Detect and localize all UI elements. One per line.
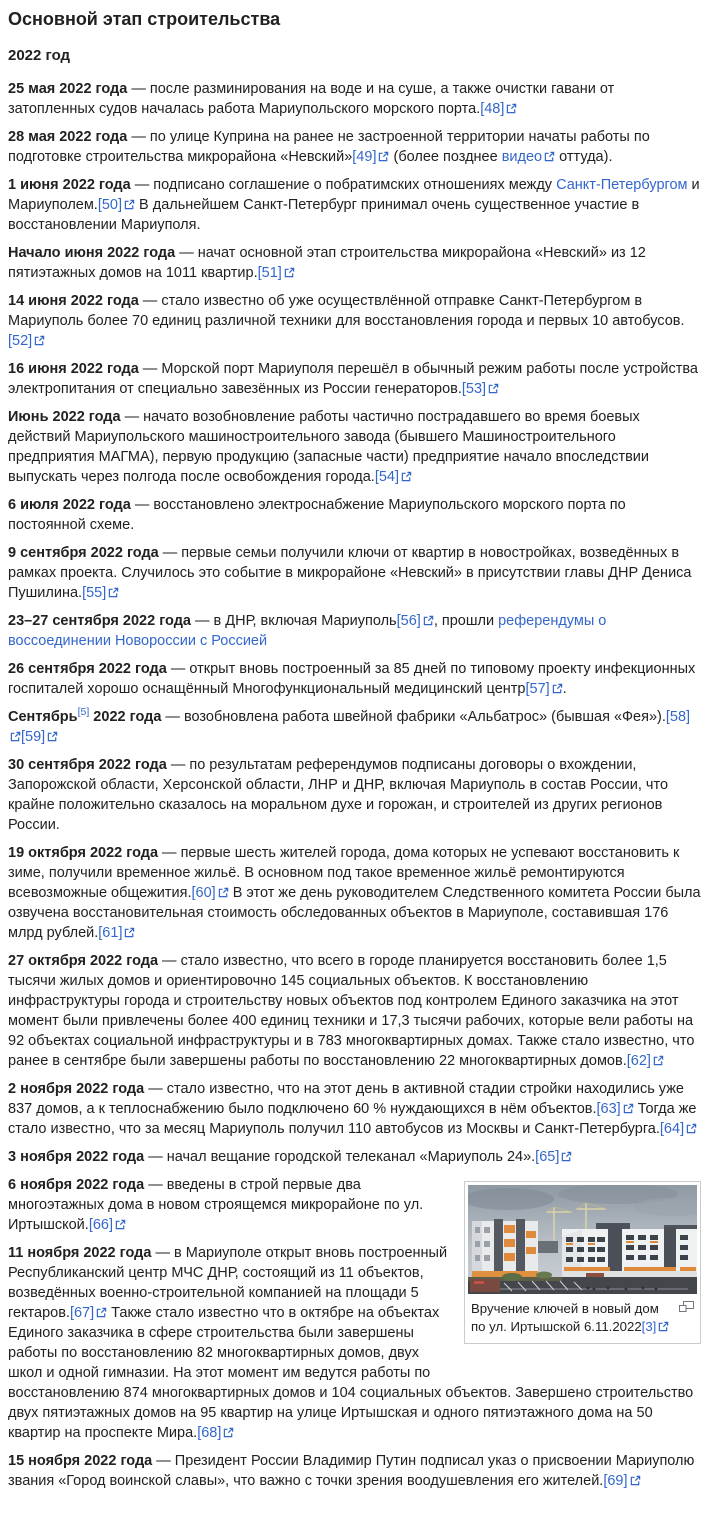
enlarge-icon[interactable]	[679, 1301, 694, 1312]
thumbnail-caption-text	[471, 1301, 669, 1334]
reference-link[interactable]: [58]	[665, 709, 691, 725]
reference-link[interactable]: [67]	[69, 1305, 95, 1321]
date-label: 19 октября 2022 года	[8, 845, 159, 861]
text-run: — по улице Куприна на ранее не застроенной территории начаты работы по подготовке строительства микрорайона «Невский»	[8, 129, 650, 165]
photo-new-buildings[interactable]	[468, 1185, 697, 1294]
reference-link[interactable]: [65]	[535, 1149, 560, 1165]
reference-link[interactable]: [50]	[97, 197, 123, 213]
subsection-heading: 2022 год	[8, 47, 71, 64]
text-run: — стало известно об уже осуществлённой отправке Санкт-Петербургом в Мариуполь более 70 единиц различной техники для восстановления города и первых 10 автобусов.	[8, 293, 685, 329]
timeline-entry	[8, 291, 701, 351]
timeline-entry	[8, 175, 701, 235]
text-run: — возобновлена работа швейной фабрики «Альбатрос» (бывшая «Фея»).	[161, 709, 666, 725]
date-label: 9 сентября 2022 года	[8, 545, 159, 561]
date-label: 23–27 сентября 2022 года	[8, 613, 191, 629]
wiki-link[interactable]: Санкт-Петербургом	[556, 177, 688, 193]
external-link-icon[interactable]	[658, 1319, 669, 1334]
external-link-icon[interactable]	[96, 1305, 107, 1321]
wiki-link[interactable]: видео	[501, 149, 543, 165]
timeline-entry	[8, 951, 701, 1071]
external-link-icon[interactable]	[552, 681, 563, 697]
text-run: В дальнейшем Санкт-Петербург принимал очень существенное участие в восстановлении Мариуполя.	[8, 197, 640, 233]
reference-link[interactable]: [63]	[596, 1101, 621, 1117]
text-run: — первые семьи получили ключи от квартир в новостройках, возведённых в рамках проекта. Случилось это событие в микрорайоне «Невский» в присутствии главы ДНР Дениса Пушилина.	[8, 545, 692, 601]
external-link-icon[interactable]	[623, 1101, 634, 1117]
text-run: Тогда же стало известно, что за месяц Мариуполь получил 110 автобусов из Москвы и Санкт-Петербурга.	[8, 1101, 697, 1137]
timeline-entry	[8, 495, 701, 535]
text-run: Также стало известно что в октябре на объектах Единого заказчика в сфере строительства были завершены работы по восстановлению 82 многоквартирных домов, двух школ и одной гимназии. На этот момент им ведутся работы по восстановлению 874 многоквартирных домов и 104 социальных объектов. Завершено строительство двух пятиэтажных домов на 95 квартир на улице Иртышская и одного пятиэтажного дома на 50 квартир на проспекте Мира.	[8, 1305, 694, 1441]
timeline-entry	[8, 243, 701, 283]
external-link-icon[interactable]	[378, 149, 389, 165]
text-run: — открыт вновь построенный за 85 дней по типовому проекту инфекционных госпиталей хорошо оснащённый Многофункциональный медицинский центр	[8, 661, 696, 697]
text-run: — первые шесть жителей города, дома которых не успевают восстановить к зиме, получили временное жильё. В основном под такое временное жильё ремонтируются всевозможные общежития.	[8, 845, 680, 901]
timeline-entry	[8, 127, 701, 167]
timeline-list-before-thumb	[8, 79, 701, 1167]
external-link-icon[interactable]	[115, 1217, 126, 1233]
external-link-icon[interactable]	[284, 265, 295, 281]
reference-link[interactable]: [61]	[98, 925, 123, 941]
timeline-entry	[8, 755, 701, 835]
text-run: — стало известно, что всего в городе планируется восстановить более 1,5 тысячи жилых домов и ориентировочно 145 социальных объектов. К восстановлению инфраструктуры города и строительству новых объектов под контролем Единого заказчика на этот момент были привлечены более 400 единиц техники и 17,3 тысячи рабочих, которые вели работы на 92 объектах социальной инфраструктуры и в 783 многоквартирных домах. Также стало известно, что ранее в сентябре были завершены работы по восстановлению 22 многоквартирных домов.	[8, 953, 695, 1069]
date-label: 25 мая 2022 года	[8, 81, 128, 97]
external-link-icon[interactable]	[223, 1425, 234, 1441]
external-link-icon[interactable]	[108, 585, 119, 601]
text-run: Вручение ключей в новый дом по ул. Иртышской 6.11.2022	[471, 1301, 659, 1334]
timeline-entry	[8, 1079, 701, 1139]
text-run: , прошли	[433, 613, 499, 629]
external-link-icon[interactable]	[124, 925, 135, 941]
external-link-icon[interactable]	[653, 1053, 664, 1069]
external-link-icon[interactable]	[218, 885, 229, 901]
text-run: — Морской порт Мариуполя перешёл в обычный режим работы после устройства электропитания от специально завезённых из России генераторов.	[8, 361, 698, 397]
text-run: — в Мариуполе открыт вновь построенный Республиканский центр МЧС ДНР, состоящий из 11 объектов, возведённых военно-строительной компанией на площади 5 гектаров.	[8, 1245, 448, 1321]
reference-link[interactable]: [55]	[82, 585, 107, 601]
reference-link[interactable]: [49]	[352, 149, 377, 165]
timeline-entry	[8, 611, 701, 651]
reference-link[interactable]: [68]	[197, 1425, 222, 1441]
date-label: 6 ноября 2022 года	[8, 1177, 145, 1193]
text-run: — в ДНР, включая Мариуполь	[190, 613, 397, 629]
reference-link[interactable]: [57]	[525, 681, 550, 697]
wiki-link[interactable]: референдумы о воссоединении Новороссии с Россией	[8, 613, 607, 649]
text-run: — стало известно, что на этот день в активной стадии стройки находились уже 837 домов, а к теплоснабжению было подключено 60 % нуждающихся в нём объектов.	[8, 1081, 684, 1117]
timeline-entry	[8, 407, 701, 487]
timeline-entry	[8, 359, 701, 399]
thumbnail-figure	[464, 1181, 701, 1344]
reference-link[interactable]: [48]	[480, 101, 505, 117]
reference-link[interactable]: [62]	[626, 1053, 651, 1069]
external-link-icon[interactable]	[124, 197, 135, 213]
text-run: — введены в строй первые два многоэтажных дома в новом строящемся микрорайоне по ул. Иртышской.	[8, 1177, 424, 1233]
reference-link[interactable]: [64]	[659, 1121, 685, 1137]
text-run: .	[562, 681, 567, 697]
text-run: — подписано соглашение о побратимских отношениях между	[130, 177, 557, 193]
footnote-sup	[78, 706, 90, 718]
reference-link[interactable]: [51]	[257, 265, 282, 281]
date-label: 30 сентября 2022 года	[8, 757, 167, 773]
section-heading: Основной этап строительства	[8, 9, 281, 29]
date-label: 16 июня 2022 года	[8, 361, 139, 377]
reference-link[interactable]: [59]	[21, 729, 46, 745]
date-label: 6 июля 2022 года	[8, 497, 131, 513]
external-link-icon[interactable]	[544, 149, 555, 165]
text-run: — начато возобновление работы частично пострадавшего во время боевых действий Мариупольского машиностроительного завода (бывшего Машиностроительного предприятия МАГМА), первую продукцию (запасные части) предприятие начало впоследствии выпускать через полгода после освобождения города.	[8, 409, 649, 485]
timeline-entry	[8, 79, 701, 119]
external-link-icon[interactable]	[401, 469, 412, 485]
timeline-entry	[8, 659, 701, 699]
date-label: 15 ноября 2022 года	[8, 1453, 153, 1469]
date-label: 28 мая 2022 года	[8, 129, 128, 145]
external-link-icon[interactable]	[488, 381, 499, 397]
date-label: 2022 года	[89, 709, 162, 725]
date-label: Сентябрь	[8, 709, 78, 725]
external-link-icon[interactable]	[630, 1473, 641, 1489]
reference-link[interactable]: [69]	[603, 1473, 628, 1489]
date-label: 11 ноября 2022 года	[8, 1245, 152, 1261]
date-label: 1 июня 2022 года	[8, 177, 131, 193]
date-label: 26 сентября 2022 года	[8, 661, 167, 677]
text-run: — начал вещание городской телеканал «Мариуполь 24».	[144, 1149, 536, 1165]
text-run: — начат основной этап строительства микрорайона «Невский» из 12 пятиэтажных домов на 1011 квартир.	[8, 245, 646, 281]
external-link-icon[interactable]	[47, 729, 58, 745]
external-link-icon[interactable]	[506, 101, 517, 117]
reference-link[interactable]: [56]	[396, 613, 421, 629]
reference-link[interactable]: [54]	[374, 469, 400, 485]
reference-link[interactable]: [3]	[641, 1319, 657, 1334]
external-link-icon[interactable]	[34, 333, 45, 349]
timeline-entry	[8, 1451, 701, 1491]
text-run: — по результатам референдумов подписаны договоры о вхождении, Запорожской области, Херсонской области, ЛНР и ДНР, включая Мариуполь в состав России, что крайне положительно сказалось на моральном духе и горожан, и строителей из других регионов России.	[8, 757, 669, 833]
timeline-entry	[8, 843, 701, 943]
text-run: и Мариуполем.	[8, 177, 700, 213]
timeline-entry	[8, 1147, 701, 1167]
reference-link[interactable]: [53]	[461, 381, 487, 397]
date-label: Июнь 2022 года	[8, 409, 121, 425]
external-link-icon[interactable]	[686, 1121, 697, 1137]
text-run: оттуда).	[555, 149, 613, 165]
date-label: 14 июня 2022 года	[8, 293, 139, 309]
external-link-icon[interactable]	[561, 1149, 572, 1165]
external-link-icon[interactable]	[423, 613, 434, 629]
text-run: — Президент России Владимир Путин подписал указ о присвоении Мариуполю звания «Город воинской славы», что важно с точки зрения воодушевления его жителей.	[8, 1453, 695, 1489]
thumbnail-caption	[468, 1294, 697, 1340]
timeline-entry	[8, 707, 701, 747]
reference-link[interactable]: [60]	[191, 885, 216, 901]
text-run: В этот же день руководителем Следственного комитета России была озвучена восстановительная стоимость обследованных объектов в Мариуполе, составившая 176 млрд рублей.	[8, 885, 701, 941]
reference-link[interactable]: [52]	[8, 333, 33, 349]
footnote-link[interactable]: [5]	[77, 706, 90, 719]
timeline-entry	[8, 543, 701, 603]
date-label: 27 октября 2022 года	[8, 953, 159, 969]
text-run: — восстановлено электроснабжение Мариупольского морского порта по постоянной схеме.	[8, 497, 626, 533]
date-label: Начало июня 2022 года	[8, 245, 176, 261]
date-label: 2 ноября 2022 года	[8, 1081, 145, 1097]
external-link-icon[interactable]	[10, 729, 21, 745]
text-run: (более позднее	[389, 149, 502, 165]
date-label: 3 ноября 2022 года	[8, 1149, 145, 1165]
text-run: — после разминирования на воде и на суше, а также очистки гавани от затопленных судов началась работа Мариупольского морского порта.	[8, 81, 615, 117]
reference-link[interactable]: [66]	[88, 1217, 113, 1233]
